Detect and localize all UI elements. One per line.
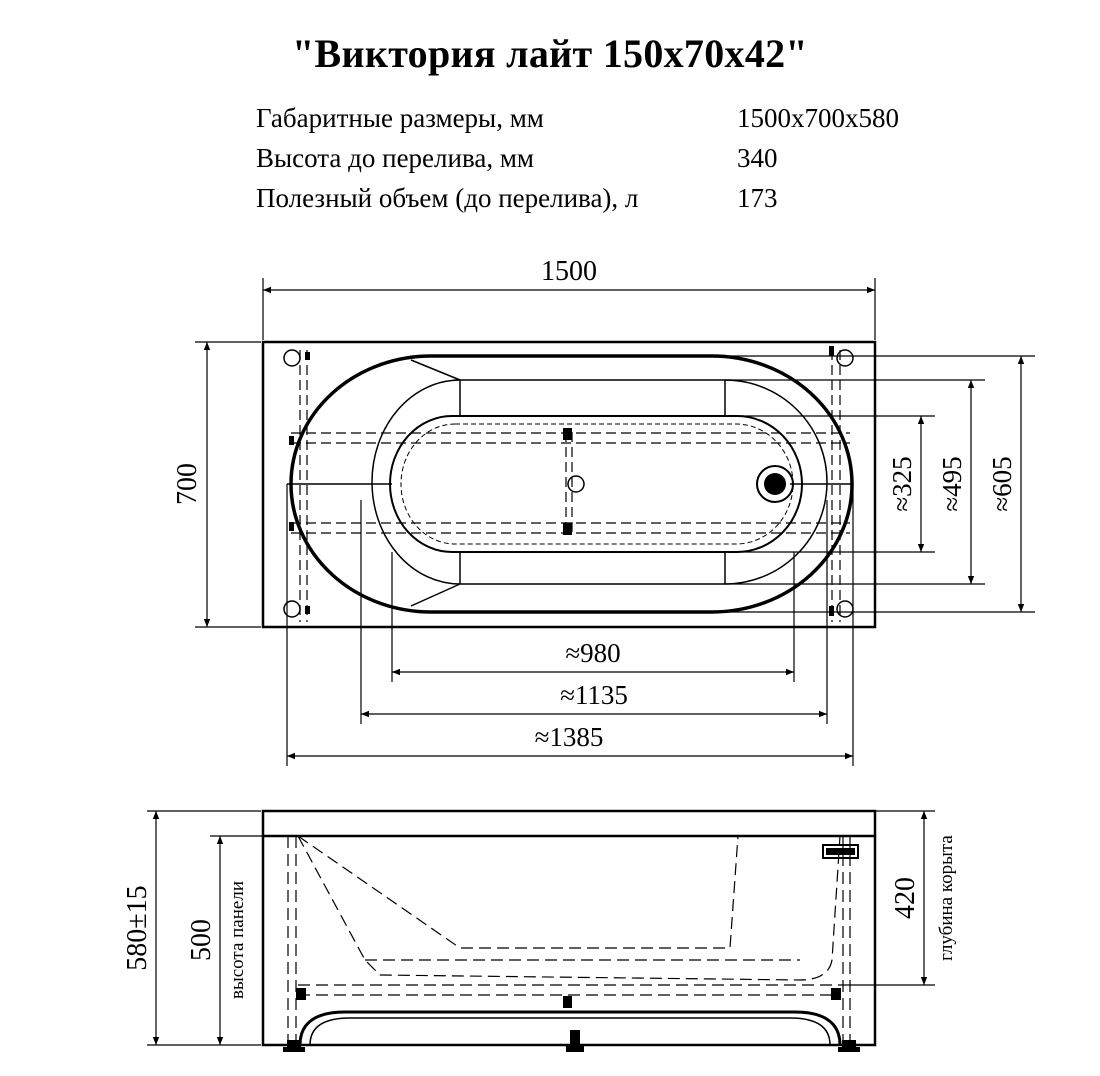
- dim-1385: ≈1385: [534, 722, 604, 752]
- dim-605: ≈605: [987, 456, 1017, 512]
- bowl-floor-inner: [401, 424, 793, 544]
- product-title: "Виктория лайт 150x70x42": [292, 31, 808, 76]
- side-view-dimension-labels: [122, 835, 957, 999]
- bowl-inner-rim: [372, 380, 827, 584]
- foot-icon: [284, 350, 300, 366]
- spec-value-dimensions: 1500x700x580: [737, 103, 899, 133]
- dim-325: ≈325: [887, 456, 917, 512]
- dim-980: ≈980: [565, 638, 621, 668]
- legs: [283, 988, 860, 1052]
- label-tub-depth: глубина корыта: [936, 835, 957, 961]
- label-panel-height: высота панели: [227, 881, 248, 999]
- dim-1135: ≈1135: [560, 680, 628, 710]
- spec-label-dimensions: Габаритные размеры, мм: [256, 103, 544, 133]
- bowl-floor: [390, 416, 802, 552]
- dim-overall-width: 700: [172, 463, 203, 505]
- spec-value-volume: 173: [737, 183, 778, 213]
- foot-icon: [568, 476, 584, 492]
- dim-panel-height: 500: [186, 919, 217, 961]
- dim-total-height: 580±15: [122, 885, 153, 971]
- spec-label-volume: Полезный объем (до перелива), л: [256, 183, 639, 213]
- dim-495: ≈495: [937, 456, 967, 512]
- side-view-dimensions: [147, 811, 935, 1045]
- tub-hidden-profile: [288, 836, 850, 1040]
- rim-slab: [263, 811, 875, 836]
- dim-tub-depth: 420: [890, 877, 921, 919]
- dim-overall-length: 1500: [541, 256, 597, 287]
- side-view: [263, 811, 875, 1052]
- top-view-dimension-labels: [172, 256, 1017, 752]
- spec-label-overflow-height: Высота до перелива, мм: [256, 143, 535, 173]
- spec-value-overflow-height: 340: [737, 143, 778, 173]
